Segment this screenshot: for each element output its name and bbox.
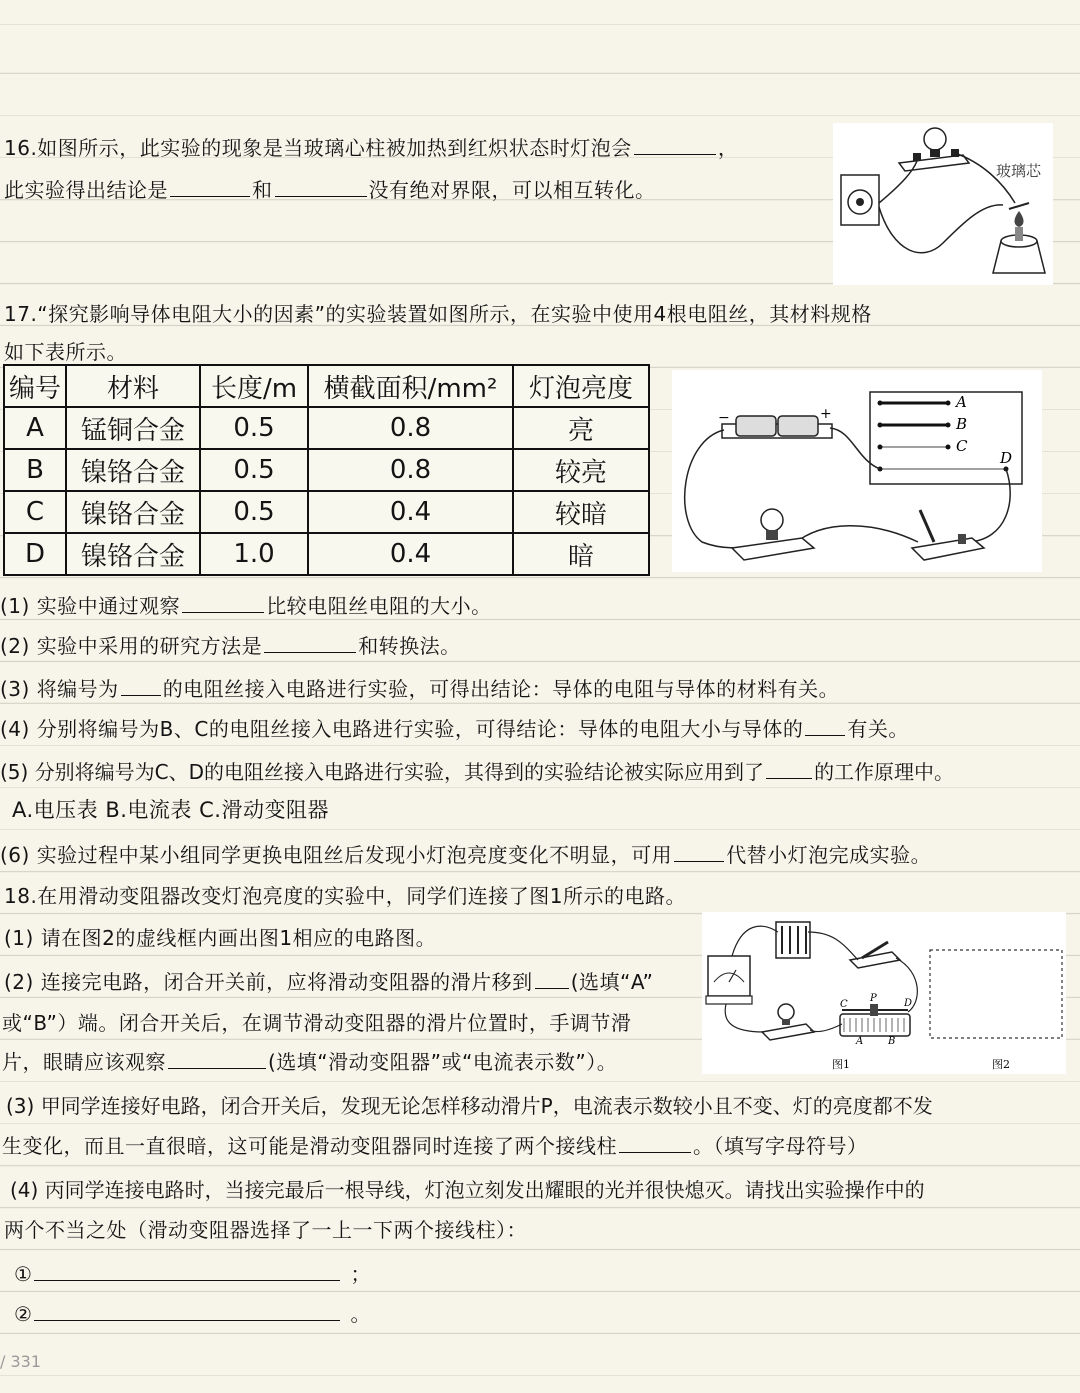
q18-fig1-caption: 图1 [832,1058,850,1071]
table-cell: 镍铬合金 [66,449,200,491]
table-cell: 较亮 [513,449,649,491]
table-cell: 0.5 [200,449,308,491]
table-row [4,533,649,575]
table-cell: 镍铬合金 [66,533,200,575]
table-cell: 暗 [513,533,649,575]
q17-p2 [0,634,461,658]
q18-figure [702,912,1066,1074]
table-header-cell: 材料 [66,365,200,407]
q18-blank-2[interactable] [168,1065,266,1069]
q18-p3-line2 [2,1134,868,1158]
q18-answer-2-end: 。 [350,1302,371,1326]
q17-p2-a: (2) 实验中采用的研究方法是 [0,634,263,658]
q17-p4-a: (4) 分别将编号为B、C的电阻丝接入电路进行实验，可得结论：导体的电阻大小与导体的 [0,717,804,741]
table-cell: D [4,533,66,575]
q17-p6-b: 代替小灯泡完成实验。 [726,843,932,867]
q17-p5-b: 的工作原理中。 [814,760,955,784]
table-header-cell: 长度/m [200,365,308,407]
table-header-cell: 横截面积/mm² [308,365,513,407]
table-header-cell: 编号 [4,365,66,407]
table-cell: 0.4 [308,491,513,533]
q17-p2-b: 和转换法。 [358,634,461,658]
q18-p3-line2-b: 。（填写字母符号） [693,1134,868,1158]
q18-p1: (1) 请在图2的虚线框内画出图1相应的电路图。 [4,926,437,950]
q17-options: A.电压表 B.电流表 C.滑动变阻器 [12,798,329,822]
q18-p4-line1: (4) 丙同学连接电路时，当接完最后一根导线，灯泡立刻发出耀眼的光并很快熄灭。请找出实验操作中的 [10,1178,925,1202]
q18-label-p: P [870,993,877,1004]
q18-p4-line2: 两个不当之处（滑动变阻器选择了一上一下两个接线柱）： [4,1218,527,1242]
q17-intro-2: 如下表所示。 [4,340,127,364]
q17-p6-a: (6) 实验过程中某小组同学更换电阻丝后发现小灯泡亮度变化不明显，可用 [0,843,673,867]
page-number: / 331 [0,1352,42,1371]
table-cell: 0.4 [308,533,513,575]
table-cell: 锰铜合金 [66,407,200,449]
table-header-row [4,365,649,407]
q17-blank-2[interactable] [264,649,356,653]
q17-p5 [0,760,954,784]
q17-wire-d-label: D [1000,449,1013,467]
q17-spec-table [3,364,650,576]
table-cell: 镍铬合金 [66,491,200,533]
table-header-cell: 灯泡亮度 [513,365,649,407]
table-cell: A [4,407,66,449]
table-cell: 0.8 [308,407,513,449]
q16-line2 [4,178,656,202]
q16-figure-drawing [833,123,1053,285]
q17-wire-b-label: B [956,415,968,433]
q17-p1 [0,594,492,618]
q16-line2-c: 没有绝对界限，可以相互转化。 [368,178,656,202]
q16-blank-3[interactable] [275,193,367,197]
table-cell: 0.8 [308,449,513,491]
q18-answer-2-blank[interactable] [34,1317,340,1321]
q18-p2-line1 [4,970,653,994]
q17-figure [672,370,1042,572]
q17-p4-b: 有关。 [847,717,909,741]
q18-answer-1 [14,1262,371,1286]
q17-p3 [0,677,839,701]
table-row [4,407,649,449]
q18-answer-1-blank[interactable] [34,1277,340,1281]
q18-intro: 18.在用滑动变阻器改变灯泡亮度的实验中，同学们连接了图1所示的电路。 [4,884,687,908]
table-cell: B [4,449,66,491]
q18-answer-2 [14,1302,371,1326]
q17-p5-a: (5) 分别将编号为C、D的电阻丝接入电路进行实验，其得到的实验结论被实际应用到了 [0,760,765,784]
q18-label-b: B [888,1036,896,1047]
q17-blank-1[interactable] [182,609,264,613]
q16-figure [833,123,1053,285]
q16-blank-1[interactable] [634,151,716,155]
q18-p3-line1: (3) 甲同学连接好电路，闭合开关后，发现无论怎样移动滑片P，电流表示数较小且不变、灯的亮度都不发 [6,1094,933,1118]
q18-blank-3[interactable] [619,1149,691,1153]
q18-figure-drawing [702,912,1066,1074]
q18-p2-line1-b: (选填“A” [570,970,654,994]
table-row [4,449,649,491]
q18-blank-1[interactable] [535,985,569,989]
q17-blank-4[interactable] [805,732,845,736]
q18-answer-1-mark: ① [14,1262,33,1286]
q18-answer-1-end: ； [350,1262,371,1286]
q17-p3-b: 的电阻丝接入电路进行实验，可得出结论：导体的电阻与导体的材料有关。 [162,677,840,701]
table-cell: 0.5 [200,407,308,449]
q17-blank-5[interactable] [766,775,812,779]
q17-p3-a: (3) 将编号为 [0,677,119,701]
q17-blank-3[interactable] [121,692,161,696]
q17-wire-c-label: C [956,437,968,455]
q17-plus-label: + [820,406,832,422]
q16-line1 [4,136,738,160]
table-row [4,491,649,533]
q18-answer-2-mark: ② [14,1302,33,1326]
table-cell: 较暗 [513,491,649,533]
q18-label-c: C [840,999,848,1010]
q16-line2-b: 和 [252,178,273,202]
q17-p1-b: 比较电阻丝电阻的大小。 [266,594,492,618]
q18-p2-line1-a: (2) 连接完电路，闭合开关前，应将滑动变阻器的滑片移到 [4,970,533,994]
q18-p2-line3-b: (选填“滑动变阻器”或“电流表示数”）。 [268,1050,618,1074]
table-cell: 亮 [513,407,649,449]
q17-p4 [0,717,909,741]
table-cell: 0.5 [200,491,308,533]
table-cell: C [4,491,66,533]
q18-p2-line3-a: 片，眼睛应该观察 [2,1050,166,1074]
q16-line1-end: ， [717,136,739,160]
q18-label-d: D [904,998,913,1009]
q17-p1-a: (1) 实验中通过观察 [0,594,181,618]
q18-label-a: A [856,1036,864,1047]
q17-blank-6[interactable] [674,858,724,862]
q16-figure-label: 玻璃芯 [996,162,1042,180]
table-cell: 1.0 [200,533,308,575]
q17-figure-drawing [672,370,1042,572]
q17-wire-a-label: A [956,393,967,411]
q16-blank-2[interactable] [170,193,250,197]
q18-p3-line2-a: 生变化，而且一直很暗，这可能是滑动变阻器同时连接了两个接线柱 [2,1134,617,1158]
q17-p6 [0,843,931,867]
q17-minus-label: − [718,410,730,426]
q16-line1-text: 16.如图所示，此实验的现象是当玻璃心柱被加热到红炽状态时灯泡会 [4,136,632,160]
q18-p2-line3 [2,1050,617,1074]
q18-p2-line2: 或“B”）端。闭合开关后，在调节滑动变阻器的滑片位置时，手调节滑 [2,1011,632,1035]
q17-intro-1: 17.“探究影响导体电阻大小的因素”的实验装置如图所示，在实验中使用4根电阻丝，其材料规格 [4,302,872,326]
q16-line2-a: 此实验得出结论是 [4,178,168,202]
q18-fig2-caption: 图2 [992,1058,1010,1071]
